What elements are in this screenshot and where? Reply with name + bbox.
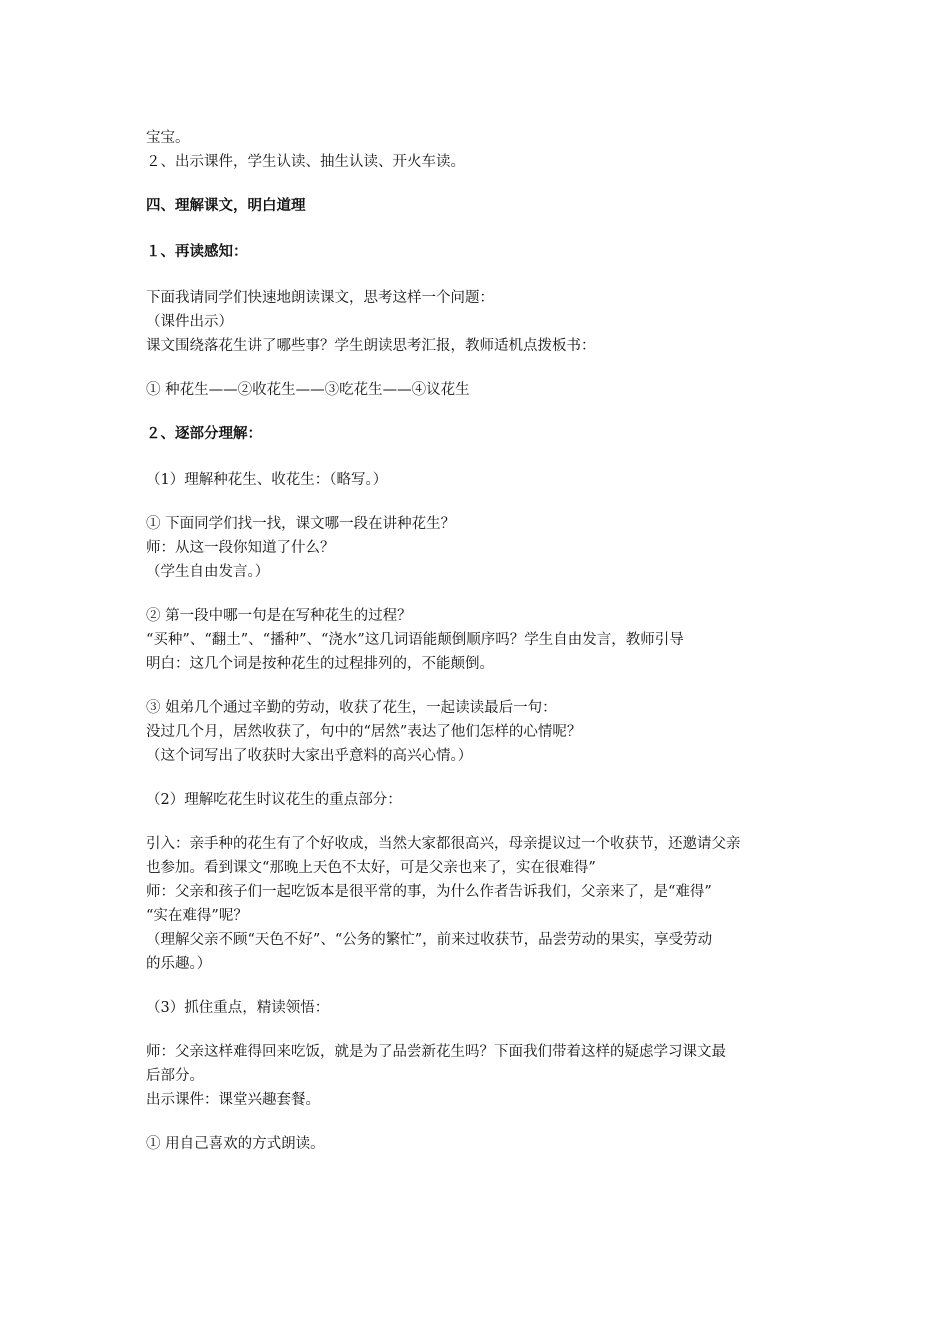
text-line: 下面我请同学们快速地朗读课文，思考这样一个问题： — [146, 290, 494, 306]
text-line: “买种”、“翻土”、“播种”、“浇水”这几词语能颠倒顺序吗？学生自由发言，教师引导 — [146, 632, 684, 648]
text-line: 明白：这几个词是按种花生的过程排列的，不能颠倒。 — [146, 656, 494, 672]
heading-text: 四、理解课文，明白道理 — [146, 197, 306, 214]
heading-text: ２、逐部分理解： — [146, 425, 262, 442]
paragraph-board-outline — [146, 378, 816, 402]
text-line: （1）理解种花生、收花生：（略写。） — [146, 472, 388, 488]
text-line: （学生自由发言。） — [146, 564, 270, 580]
text-line: 后部分。 — [146, 1068, 204, 1084]
text-line: 师：父亲和孩子们一起吃饭本是很平常的事，为什么作者告诉我们，父亲来了，是“难得” — [146, 884, 712, 900]
heading-text: １、再读感知： — [146, 243, 248, 260]
text-line: 也参加。看到课文“那晚上天色不太好，可是父亲也来了，实在很难得” — [146, 860, 596, 876]
text-line: 的乐趣。） — [146, 956, 212, 972]
text-line: ① 下面同学们找一找，课文哪一段在讲种花生？ — [146, 516, 456, 532]
text-line: （课件出示） — [146, 314, 233, 330]
subsection-heading-1 — [146, 240, 816, 264]
text-line: （3）抓住重点，精读领悟： — [146, 1000, 330, 1016]
text-line: ② 第一段中哪一句是在写种花生的过程？ — [146, 608, 412, 624]
paragraph-part-3-body — [146, 1040, 816, 1112]
text-line: 师：父亲这样难得回来吃饭，就是为了品尝新花生吗？下面我们带着这样的疑虑学习课文最 — [146, 1044, 726, 1060]
paragraph-reread — [146, 286, 816, 358]
text-line: 师：从这一段你知道了什么？ — [146, 540, 335, 556]
paragraph-item-1 — [146, 512, 816, 584]
text-line: 出示课件：课堂兴趣套餐。 — [146, 1092, 320, 1108]
paragraph-part-2-title — [146, 788, 816, 812]
text-line: 宝宝。 — [146, 130, 190, 146]
text-line: （2）理解吃花生时议花生的重点部分： — [146, 792, 402, 808]
text-line: 引入：亲手种的花生有了个好收成，当然大家都很高兴，母亲提议过一个收获节，还邀请父亲 — [146, 836, 741, 852]
paragraph-item-3 — [146, 696, 816, 768]
text-line: ２、出示课件，学生认读、抽生认读、开火车读。 — [146, 154, 465, 170]
text-line: ③ 姐弟几个通过辛勤的劳动，收获了花生，一起读读最后一句： — [146, 700, 557, 716]
document-page — [146, 126, 816, 1176]
text-line: 课文围绕落花生讲了哪些事？学生朗读思考汇报，教师适机点拨板书： — [146, 338, 596, 354]
text-line: ① 种花生——②收花生——③吃花生——④议花生 — [146, 382, 470, 398]
text-line: （这个词写出了收获时大家出乎意料的高兴心情。） — [146, 748, 473, 764]
section-heading-4 — [146, 194, 816, 218]
text-line: 没过几个月，居然收获了，句中的“居然”表达了他们怎样的心情呢？ — [146, 724, 582, 740]
paragraph-read-aloud — [146, 1132, 816, 1156]
paragraph-part-2-body — [146, 832, 816, 976]
paragraph-part-1-title — [146, 468, 816, 492]
text-line: “实在难得”呢？ — [146, 908, 248, 924]
paragraph-part-3-title — [146, 996, 816, 1020]
text-line: ① 用自己喜欢的方式朗读。 — [146, 1136, 325, 1152]
paragraph-intro — [146, 126, 816, 174]
subsection-heading-2 — [146, 422, 816, 446]
text-line: （理解父亲不顾“天色不好”、“公务的繁忙”，前来过收获节，品尝劳动的果实，享受劳动 — [146, 932, 713, 948]
paragraph-item-2 — [146, 604, 816, 676]
